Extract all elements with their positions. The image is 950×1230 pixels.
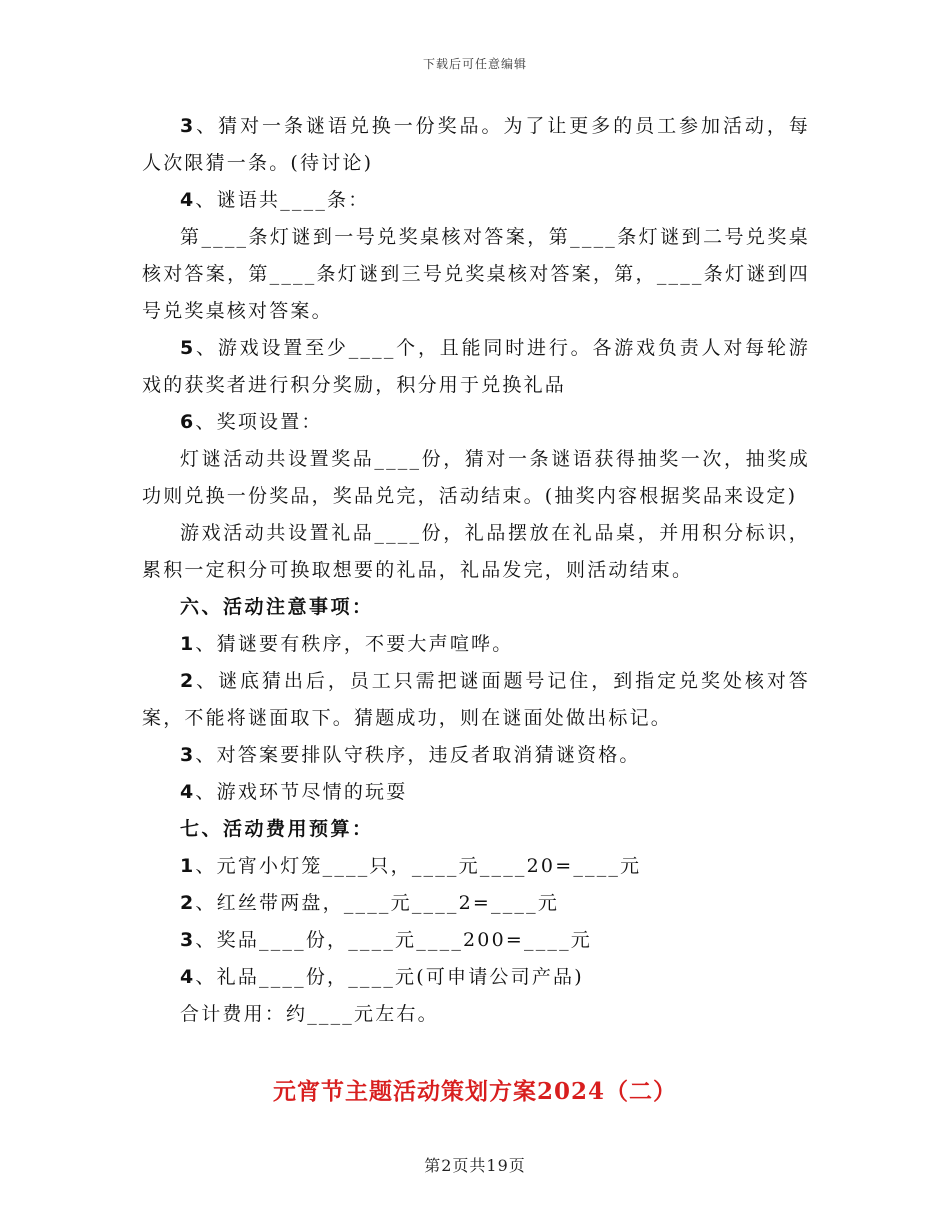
budget-item-1 bbox=[142, 848, 810, 885]
paragraph-text: 合计费用：约____元左右。 bbox=[180, 1003, 439, 1025]
notes-item-3 bbox=[142, 737, 810, 774]
notes-item-4 bbox=[142, 774, 810, 811]
page-footer: 第2页共19页 bbox=[424, 1156, 526, 1175]
item-number: 2 bbox=[180, 670, 196, 692]
paragraph-text: 、元宵小灯笼____只，____元____20=____元 bbox=[195, 855, 642, 877]
item-number: 3 bbox=[180, 929, 196, 951]
paragraph-text: 、奖品____份，____元____200=____元 bbox=[195, 929, 593, 951]
item-number: 5 bbox=[180, 337, 196, 359]
item-number: 3 bbox=[180, 115, 196, 137]
budget-total bbox=[142, 996, 810, 1033]
budget-item-3 bbox=[142, 922, 810, 959]
section-heading-budget: 七、活动费用预算： bbox=[180, 818, 374, 840]
paragraph-text: 灯谜活动共设置奖品____份，猜对一条谜语获得抽奖一次，抽奖成功则兑换一份奖品，奖品兑完，活动结束。(抽奖内容根据奖品来设定) bbox=[142, 448, 810, 507]
paragraph-riddle-desk-assignment bbox=[142, 219, 810, 330]
paragraph-text: 、谜底猜出后，员工只需把谜面题号记住，到指定兑奖处核对答案，不能将谜面取下。猜题成功，则在谜面处做出标记。 bbox=[142, 670, 810, 729]
paragraph-item-4 bbox=[142, 182, 810, 219]
paragraph-text: 、游戏环节尽情的玩耍 bbox=[195, 781, 408, 803]
paragraph-item-6 bbox=[142, 404, 810, 441]
paragraph-item-3 bbox=[142, 108, 810, 182]
paragraph-text: 游戏活动共设置礼品____份，礼品摆放在礼品桌，并用积分标识，累积一定积分可换取想要的礼品，礼品发完，则活动结束。 bbox=[142, 522, 810, 581]
budget-item-2 bbox=[142, 885, 810, 922]
item-number: 6 bbox=[180, 411, 196, 433]
item-number: 4 bbox=[180, 966, 196, 988]
paragraph-riddle-prizes bbox=[142, 441, 810, 515]
header-note: 下载后可任意编辑 bbox=[422, 57, 527, 71]
item-number: 1 bbox=[180, 633, 196, 655]
item-number: 2 bbox=[180, 892, 196, 914]
paragraph-text: 、礼品____份，____元(可申请公司产品) bbox=[195, 966, 584, 988]
paragraph-text: 、对答案要排队守秩序，违反者取消猜谜资格。 bbox=[195, 744, 641, 766]
item-number: 1 bbox=[180, 855, 196, 877]
item-number: 4 bbox=[180, 189, 196, 211]
paragraph-text: 第____条灯谜到一号兑奖桌核对答案，第____条灯谜到二号兑奖桌核对答案，第____条灯谜到三号兑奖桌核对答案，第，____条灯谜到四号兑奖桌核对答案。 bbox=[142, 226, 810, 322]
paragraph-text: 、猜谜要有秩序，不要大声喧哗。 bbox=[195, 633, 514, 655]
paragraph-text: 、猜对一条谜语兑换一份奖品。为了让更多的员工参加活动，每人次限猜一条。(待讨论) bbox=[142, 115, 810, 174]
paragraph-game-gifts bbox=[142, 515, 810, 589]
item-number: 4 bbox=[180, 781, 196, 803]
budget-item-4 bbox=[142, 959, 810, 996]
document-body bbox=[142, 108, 810, 1033]
next-section-title: 元宵节主题活动策划方案2024（二） bbox=[272, 1078, 677, 1105]
paragraph-item-5 bbox=[142, 330, 810, 404]
paragraph-text: 、谜语共____条： bbox=[195, 189, 370, 211]
paragraph-text: 、游戏设置至少____个，且能同时进行。各游戏负责人对每轮游戏的获奖者进行积分奖励，积分用于兑换礼品 bbox=[142, 337, 810, 396]
paragraph-text: 、红丝带两盘，____元____2=____元 bbox=[195, 892, 560, 914]
paragraph-text: 、奖项设置： bbox=[195, 411, 323, 433]
item-number: 3 bbox=[180, 744, 196, 766]
section-heading-notes: 六、活动注意事项： bbox=[180, 596, 374, 618]
notes-item-2 bbox=[142, 663, 810, 737]
notes-item-1 bbox=[142, 626, 810, 663]
